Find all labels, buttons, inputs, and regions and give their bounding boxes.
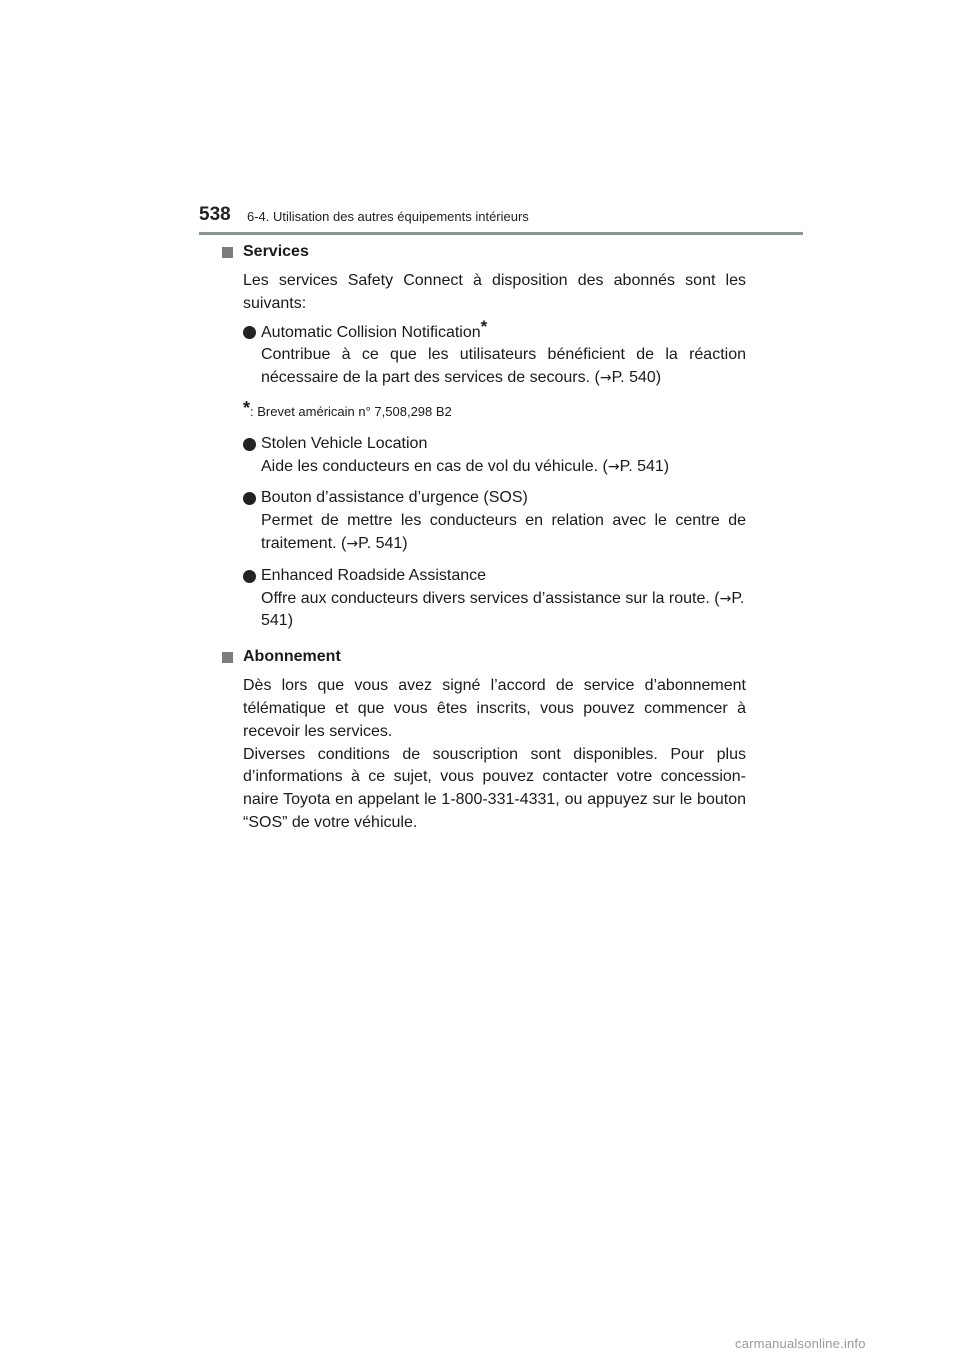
services-heading-text: Services [243,243,309,260]
abonnement-heading-text: Abonnement [243,648,341,666]
list-item-collision-notification [243,316,746,390]
page-reference-link[interactable]: P. 540) [611,369,662,387]
page-header [199,200,803,236]
round-bullet-icon [243,326,256,339]
item-description: Aide les conducteurs en cas de vol du véhicule. ( [261,457,608,475]
services-heading [222,241,746,264]
abonnement-paragraph-2: Diverses conditions de souscription sont disponibles. Pour plus d’informations à ce sujet, vous pouvez contacter votre concession-naire Toyota en appelant le 1-800-331-4331, ou appuyez sur le bouton “SOS” de votre véhicule. [243,745,746,831]
square-bullet-icon [222,652,233,663]
arrow-right-icon: → [719,590,732,607]
square-bullet-icon [222,247,233,258]
round-bullet-icon [243,570,256,583]
item-title: Bouton d’assistance d’urgence (SOS) [261,489,528,507]
list-item-sos-button [243,487,746,555]
arrow-right-icon: → [599,370,612,387]
services-intro: Les services Safety Connect à disposition des abonnés sont les suivants: [243,272,746,312]
item-title: Enhanced Roadside Assistance [261,566,487,584]
list-item-roadside-assistance [243,565,746,633]
page-number: 538 [199,204,231,225]
page-content [222,241,746,840]
list-item-stolen-vehicle [243,433,746,479]
arrow-right-icon: → [607,458,620,475]
page-reference-link[interactable]: P. 541) [261,589,745,630]
item-description: Permet de mettre les conducteurs en relation avec le centre de traitement. ( [261,512,746,552]
abonnement-paragraph-1: Dès lors que vous avez signé l’accord de service d’abonnement télématique et que vous êtes inscrits, vous pouvez commencer à recevoir les services. [243,677,746,740]
item-title: Stolen Vehicle Location [261,434,428,452]
footnote: *: Brevet américain n° 7,508,298 B2 [243,397,452,419]
item-title: Automatic Collision Notification* [261,316,488,341]
asterisk-icon: * [243,397,251,418]
abonnement-heading [222,646,746,669]
page-reference-link[interactable]: P. 541) [619,457,670,475]
asterisk-icon: * [480,316,488,336]
item-description: Contribue à ce que les utilisateurs bénéficient de la réaction nécessaire de la part des services de secours. ( [261,346,746,387]
header-divider [199,232,803,235]
page-reference-link[interactable]: P. 541) [358,534,408,552]
round-bullet-icon [243,438,256,451]
arrow-right-icon: → [346,535,359,552]
watermark: carmanualsonline.info [735,1336,866,1351]
round-bullet-icon [243,492,256,505]
item-description: Offre aux conducteurs divers services d’assistance sur la route. ( [261,589,720,607]
section-title: 6-4. Utilisation des autres équipements intérieurs [247,209,529,224]
